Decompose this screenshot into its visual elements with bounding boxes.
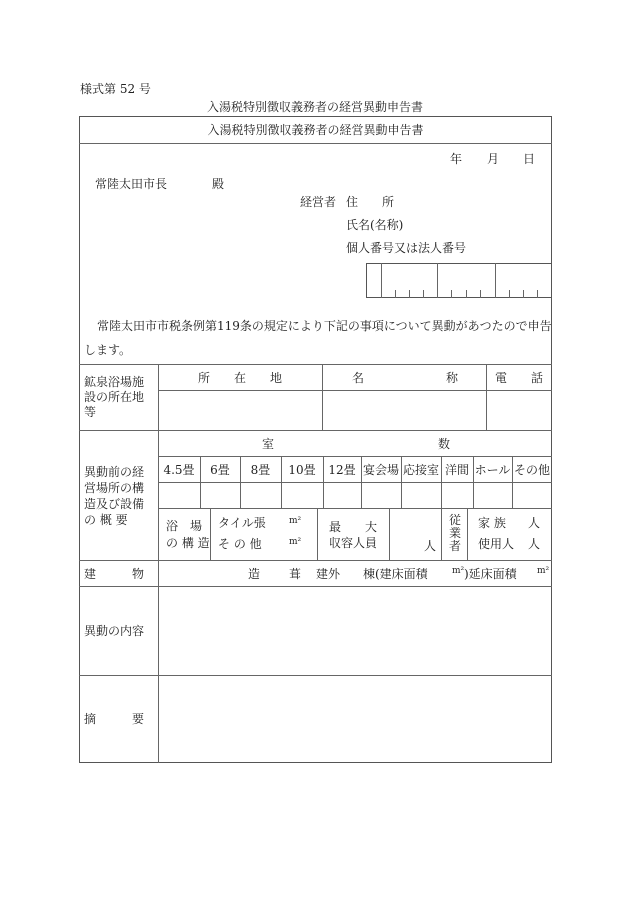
employee-label: 使用人 [478, 537, 515, 551]
room-type: 12畳 [328, 463, 356, 477]
divider [158, 456, 552, 457]
remarks-field[interactable] [159, 676, 551, 762]
building-unit-2: m² [537, 566, 550, 576]
divider [79, 560, 552, 561]
id-tick [537, 290, 538, 298]
building-total: )延床面積 [464, 567, 517, 581]
before-label-1: 異動前の経 [84, 465, 145, 479]
address-label: 住 所 [346, 195, 395, 209]
name-label: 氏名(名称) [346, 218, 404, 232]
building-label: 建 物 [84, 567, 145, 581]
building-floors: 建外 [316, 567, 341, 581]
staff-label-2: 業 [449, 526, 462, 540]
divider [79, 430, 552, 431]
id-tick [509, 290, 510, 298]
id-box-divider [495, 263, 496, 298]
building-unit: m² [452, 566, 465, 576]
facility-label-2: 設の所在地 [84, 390, 145, 404]
building-structure: 造 [248, 567, 261, 581]
other-unit: m² [289, 537, 302, 547]
room-type: 応接室 [402, 463, 439, 477]
bath-label-2: の 構 造 [166, 536, 210, 550]
other-label: そ の 他 [218, 537, 262, 551]
family-unit: 人 [528, 516, 541, 530]
id-tick [466, 290, 467, 298]
tile-unit: m² [289, 516, 302, 526]
building-roof: 葺 [289, 567, 302, 581]
id-box-divider [437, 263, 438, 298]
room-type: 6畳 [210, 463, 230, 477]
id-tick [423, 290, 424, 298]
capacity-label-2: 収容人員 [329, 536, 378, 550]
before-label-2: 営場所の構 [84, 481, 145, 495]
divider [389, 508, 390, 560]
phone-field[interactable] [487, 391, 551, 429]
remarks-label: 摘 要 [84, 712, 145, 726]
tile-label: タイル張 [218, 516, 266, 530]
statement-line2: します。 [84, 343, 132, 357]
employee-unit: 人 [528, 537, 541, 551]
facility-name-field[interactable] [323, 391, 485, 429]
staff-label-3: 者 [449, 539, 462, 553]
divider [210, 508, 211, 560]
rooms-header-a: 室 [262, 437, 275, 451]
name-header-a: 名 [352, 371, 365, 385]
room-type: その他 [513, 463, 550, 477]
rooms-header-b: 数 [438, 437, 451, 451]
date-month: 月 [487, 152, 500, 166]
statement-line1: 常陸太田市市税条例第119条の規定により下記の事項について異動があつたので申告 [97, 319, 552, 333]
divider [158, 508, 552, 509]
staff-label-1: 従 [449, 513, 462, 527]
room-count-row[interactable] [159, 483, 551, 507]
room-type: 8畳 [250, 463, 271, 477]
facility-label-3: 等 [84, 405, 97, 419]
id-tick [395, 290, 396, 298]
form-number: 様式第 52 号 [80, 82, 151, 96]
building-count: 棟(建床面積 [363, 567, 428, 581]
before-label-4: の 概 要 [84, 513, 128, 527]
room-type: 洋間 [444, 463, 469, 477]
facility-label-1: 鉱泉浴場施 [84, 375, 145, 389]
divider [79, 364, 552, 365]
room-type: 4.5畳 [163, 463, 195, 477]
location-header: 所 在 地 [197, 371, 282, 385]
id-box-divider [381, 263, 382, 298]
location-field[interactable] [159, 391, 321, 429]
document-title: 入湯税特別徴収義務者の経営異動申告書 [206, 100, 423, 114]
id-number-label: 個人番号又は法人番号 [346, 241, 467, 255]
name-header-b: 称 [446, 371, 459, 385]
operator-label: 経営者 [300, 195, 337, 209]
phone-header: 電 話 [494, 371, 543, 385]
before-label-3: 造及び設備 [84, 497, 145, 511]
divider [79, 143, 552, 144]
room-type: ホール [474, 463, 511, 477]
capacity-unit: 人 [424, 539, 437, 553]
change-content-field[interactable] [159, 587, 551, 674]
divider [467, 508, 468, 560]
id-tick [409, 290, 410, 298]
date-day: 日 [523, 152, 536, 166]
capacity-label-1: 最 大 [329, 520, 378, 534]
honorific: 殿 [212, 177, 225, 191]
room-type: 10畳 [288, 463, 316, 477]
id-number-box[interactable] [366, 263, 552, 298]
id-tick [523, 290, 524, 298]
family-label: 家 族 [478, 516, 506, 530]
addressee: 常陸太田市長 [95, 177, 168, 191]
form-title: 入湯税特別徴収義務者の経営異動申告書 [207, 123, 424, 137]
change-label: 異動の内容 [84, 624, 145, 638]
id-tick [451, 290, 452, 298]
date-year: 年 [450, 152, 463, 166]
divider [441, 508, 442, 560]
divider [317, 508, 318, 560]
id-tick [480, 290, 481, 298]
bath-label-1: 浴 場 [166, 519, 203, 533]
room-type: 宴会場 [362, 463, 399, 477]
